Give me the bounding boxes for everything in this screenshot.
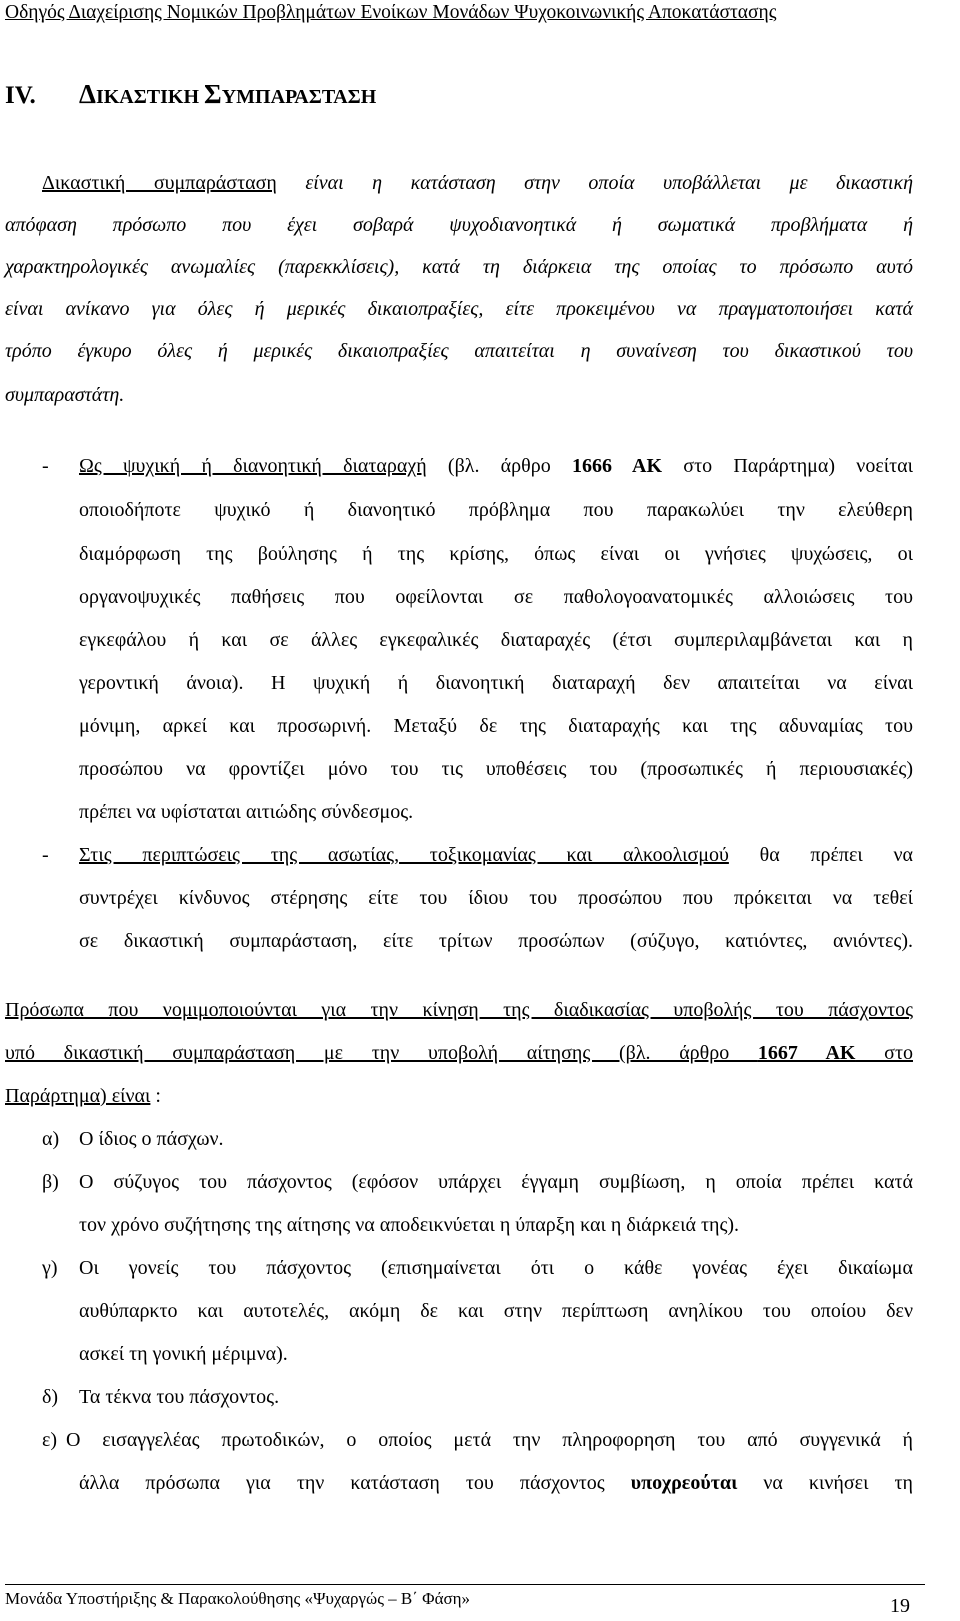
chapter-title-word-1: ΙΚΑΣΤΙΚΗ [95, 86, 205, 108]
definition-line-5: τρόπο έγκυρο όλες ή μερικές δικαιοπραξίες απαιτείται η συναίνεση του δικαστικού του [5, 340, 913, 362]
definition-line-6: συμπαραστάτη. [5, 384, 125, 406]
list-item-a-marker: α) [42, 1128, 60, 1150]
list-item-e-text-a: άλλα πρόσωπα για την κατάσταση του πάσχοντος [79, 1472, 631, 1494]
bullet-1-line-4: οργανοψυχικές παθήσεις που οφείλονται σε παθολογοανατομικές αλλοιώσεις του [79, 586, 913, 608]
list-item-c-line-2: αυθύπαρκτο και αυτοτελές, ακόμη δε και στην περίπτωση ανηλίκου του οποίου δεν [79, 1300, 913, 1322]
annex-link-text: Παράρτημα) είναι [5, 1085, 151, 1107]
footer-text: Μονάδα Υποστήριξης & Παρακολούθησης «Ψυχαργώς – Β΄ Φάση» [5, 1589, 471, 1608]
obligation-emphasis: υποχρεούται [630, 1472, 738, 1494]
chapter-number: IV. [5, 82, 36, 109]
bullet-2-text: θα πρέπει να [728, 844, 913, 866]
list-item-c-line-3: ασκεί τη γονική μέριμνα). [79, 1343, 288, 1365]
bullet-1-text-a: (βλ. άρθρο [426, 455, 572, 477]
list-item-b-marker: β) [42, 1171, 59, 1193]
chapter-title-initial-1: Δ [79, 79, 96, 109]
article-1666-ref: 1666 ΑΚ [571, 455, 663, 477]
bullet-2-dash: - [42, 844, 49, 866]
bullet-1-line-3: διαμόρφωση της βούλησης ή της κρίσης, όπως είναι οι γνήσιες ψυχώσεις, οι [79, 543, 913, 565]
list-item-c-line-1: Οι γονείς του πάσχοντος (επισημαίνεται ότι ο κάθε γονέας έχει δικαίωμα [79, 1257, 913, 1279]
list-item-e-text-b: να κινήσει τη [737, 1472, 913, 1494]
definition-line-3: χαρακτηρολογικές ανωμαλίες (παρεκκλίσεις), κατά τη διάρκεια της οποίας το πρόσωπο αυτό [5, 256, 913, 278]
bullet-1-line-6: γεροντική άνοια). Η ψυχική ή διανοητική διαταραχή δεν απαιτείται να είναι [79, 672, 913, 694]
persons-line-1: Πρόσωπα που νομιμοποιούνται για την κίνηση της διαδικασίας υποβολής του πάσχοντος [5, 999, 913, 1021]
bullet-1-text-b: στο Παράρτημα) νοείται [662, 455, 913, 477]
list-item-a-line-1: Ο ίδιος ο πάσχων. [79, 1128, 224, 1150]
running-header: Οδηγός Διαχείρισης Νομικών Προβλημάτων Ενοίκων Μονάδων Ψυχοκοινωνικής Αποκατάστασης [5, 2, 777, 23]
bullet-1-term: Ως ψυχική ή διανοητική διαταραχή [79, 455, 427, 477]
bullet-2-line-2: συντρέχει κίνδυνος στέρησης είτε του ίδιου του προσώπου που πρόκειται να τεθεί [79, 887, 913, 909]
definition-line-1 [42, 170, 913, 196]
definition-term: Δικαστική συμπαράσταση [42, 172, 277, 194]
persons-colon: : [150, 1085, 161, 1107]
page-number: 19 [890, 1595, 910, 1617]
footer-rule [5, 1584, 925, 1585]
article-1667-ref: 1667 ΑΚ [757, 1042, 856, 1064]
chapter-title-word-2: ΥΜΠΑΡΑΣΤΑΣΗ [221, 86, 377, 108]
list-item-e-line-2 [79, 1470, 913, 1496]
bullet-1-line-5: εγκεφάλου ή και σε άλλες εγκεφαλικές διαταραχές (έτσι συμπεριλαμβάνεται και η [79, 629, 913, 651]
persons-line-3 [5, 1083, 161, 1109]
bullet-1-line-1 [79, 453, 913, 479]
bullet-2-line-3: σε δικαστική συμπαράσταση, είτε τρίτων προσώπων (σύζυγο, κατιόντες, ανιόντες). [79, 930, 913, 952]
list-item-d-marker: δ) [42, 1386, 59, 1408]
bullet-2-line-1 [79, 842, 913, 868]
chapter-heading [5, 78, 376, 113]
persons-text-b: στο [855, 1042, 913, 1064]
list-item-b-line-1: Ο σύζυγος του πάσχοντος (εφόσον υπάρχει έγγαμη συμβίωση, η οποία πρέπει κατά [79, 1171, 913, 1193]
list-item-b-line-2: τον χρόνο συζήτησης της αίτησης να αποδεικνύεται η ύπαρξη και η διάρκειά της). [79, 1214, 740, 1236]
chapter-title-initial-2: Σ [204, 79, 222, 109]
list-item-e-marker: ε) [42, 1429, 58, 1451]
bullet-1-dash: - [42, 455, 49, 477]
persons-line-2 [5, 1040, 913, 1066]
bullet-1-line-2: οποιοδήποτε ψυχικό ή διανοητικό πρόβλημα που παρακωλύει την ελεύθερη [79, 499, 913, 521]
list-item-d-line-1: Τα τέκνα του πάσχοντος. [79, 1386, 280, 1408]
list-item-c-marker: γ) [42, 1257, 58, 1279]
bullet-1-line-8: προσώπου να φροντίζει μόνο του τις υποθέσεις του (προσωπικές ή περιουσιακές) [79, 758, 913, 780]
list-item-e-line-1: Ο εισαγγελέας πρωτοδικών, ο οποίος μετά την πληροφορηση του από συγγενικά ή [66, 1429, 913, 1451]
definition-text: είναι η κατάσταση στην οποία υποβάλλεται με δικαστική [276, 172, 913, 194]
definition-line-2: απόφαση πρόσωπο που έχει σοβαρά ψυχοδιανοητικά ή σωματικά προβλήματα ή [5, 214, 913, 236]
persons-text-a: υπό δικαστική συμπαράσταση με την υποβολή αίτησης (βλ. άρθρο [5, 1042, 758, 1064]
bullet-2-term: Στις περιπτώσεις της ασωτίας, τοξικομανίας και αλκοολισμού [79, 844, 729, 866]
bullet-1-line-9: πρέπει να υφίσταται αιτιώδης σύνδεσμος. [79, 801, 414, 823]
definition-line-4: είναι ανίκανο για όλες ή μερικές δικαιοπραξίες, είτε προκειμένου να πραγματοποιήσει κατά [5, 298, 913, 320]
bullet-1-line-7: μόνιμη, αρκεί και προσωρινή. Μεταξύ δε της διαταραχής και της αδυναμίας του [79, 715, 913, 737]
